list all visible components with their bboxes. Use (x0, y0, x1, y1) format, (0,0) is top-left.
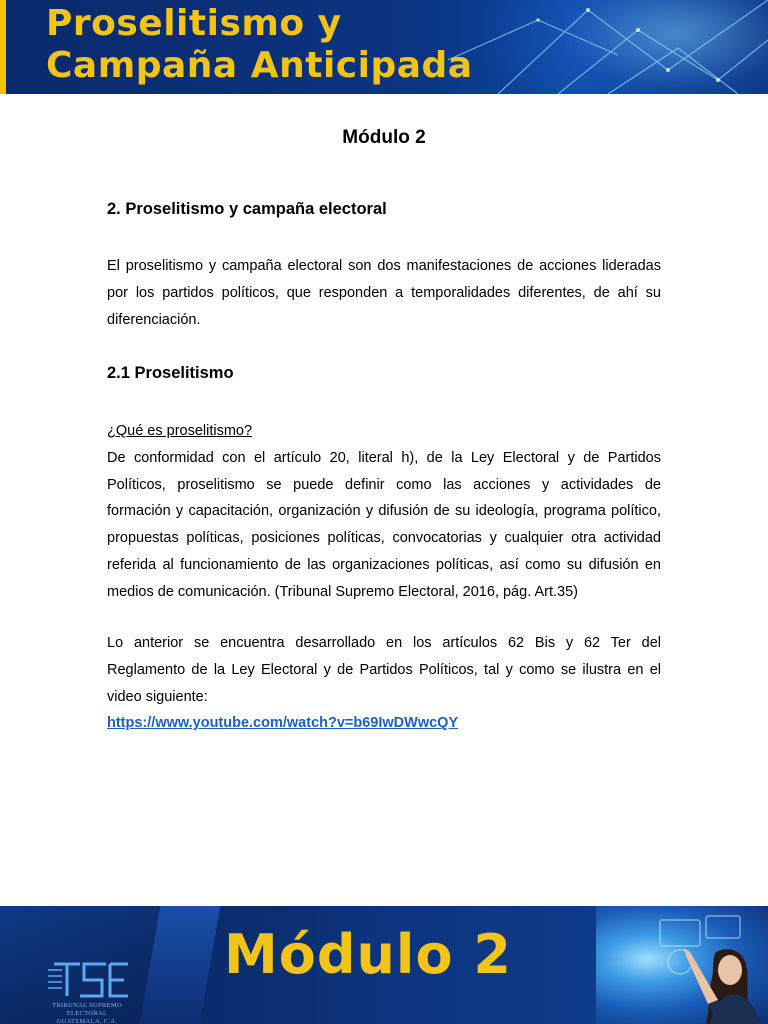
paragraph-line: Lo anterior se encuentra desarrollado en los artículos 62 Bis y 62 Ter del (107, 635, 661, 651)
header-banner (0, 0, 768, 94)
paragraph-line: formación y capacitación, organización y difusión de su ideología, programa político, (107, 503, 661, 520)
definition-paragraph (107, 418, 661, 606)
question-heading: ¿Qué es proselitismo? (107, 423, 253, 439)
banner-tech-lines (438, 0, 768, 94)
banner-title-line-1: Proselitismo y (46, 3, 342, 44)
banner-title-line-2: Campaña Anticipada (46, 45, 473, 86)
tse-logo-text-line-1: TRIBUNAL SUPREMO ELECTORAL (52, 1002, 122, 1017)
reference-paragraph (107, 630, 661, 737)
tse-logo-text-line-2: GUATEMALA, C.A. (56, 1018, 118, 1024)
paragraph-line: propuestas políticas, posiciones políticas, convocatorias y cualquier otra actividad (107, 530, 661, 547)
banner-accent-edge (0, 0, 6, 94)
paragraph-line: por los partidos políticos, que responden a temporalidades diferentes, de ahí su (107, 284, 661, 301)
tse-logo-text (32, 1002, 142, 1024)
paragraph-line: De conformidad con el artículo 20, literal h), de la Ley Electoral y de Partidos (107, 449, 661, 466)
paragraph-line: video siguiente: (107, 688, 208, 705)
module-title: Módulo 2 (342, 127, 426, 148)
footer-banner-title: Módulo 2 (224, 923, 512, 986)
banner-title (46, 3, 473, 87)
paragraph-line: Reglamento de la Ley Electoral y de Partidos Políticos, tal y como se ilustra en el (107, 661, 661, 678)
section-heading-2-1: 2.1 Proselitismo (107, 364, 234, 382)
paragraph-line: El proselitismo y campaña electoral son dos manifestaciones de acciones lideradas (107, 258, 661, 274)
video-link[interactable]: https://www.youtube.com/watch?v=b69IwDWwcQY (107, 715, 459, 732)
paragraph-line: diferenciación. (107, 311, 201, 328)
person-touching-screen-image (656, 912, 768, 1024)
section-heading-2: 2. Proselitismo y campaña electoral (107, 200, 387, 218)
tse-logo-graphic (32, 958, 142, 1002)
intro-paragraph (107, 253, 661, 333)
paragraph-line: medios de comunicación. (Tribunal Supremo Electoral, 2016, pág. Art.35) (107, 583, 578, 600)
footer-banner (0, 906, 768, 1024)
tse-logo-icon (32, 958, 142, 1024)
paragraph-line: referida al funcionamiento de las organizaciones políticas, así como su difusión en (107, 556, 661, 573)
paragraph-line: Políticos, proselitismo se puede definir como las acciones y actividades de (107, 476, 661, 493)
